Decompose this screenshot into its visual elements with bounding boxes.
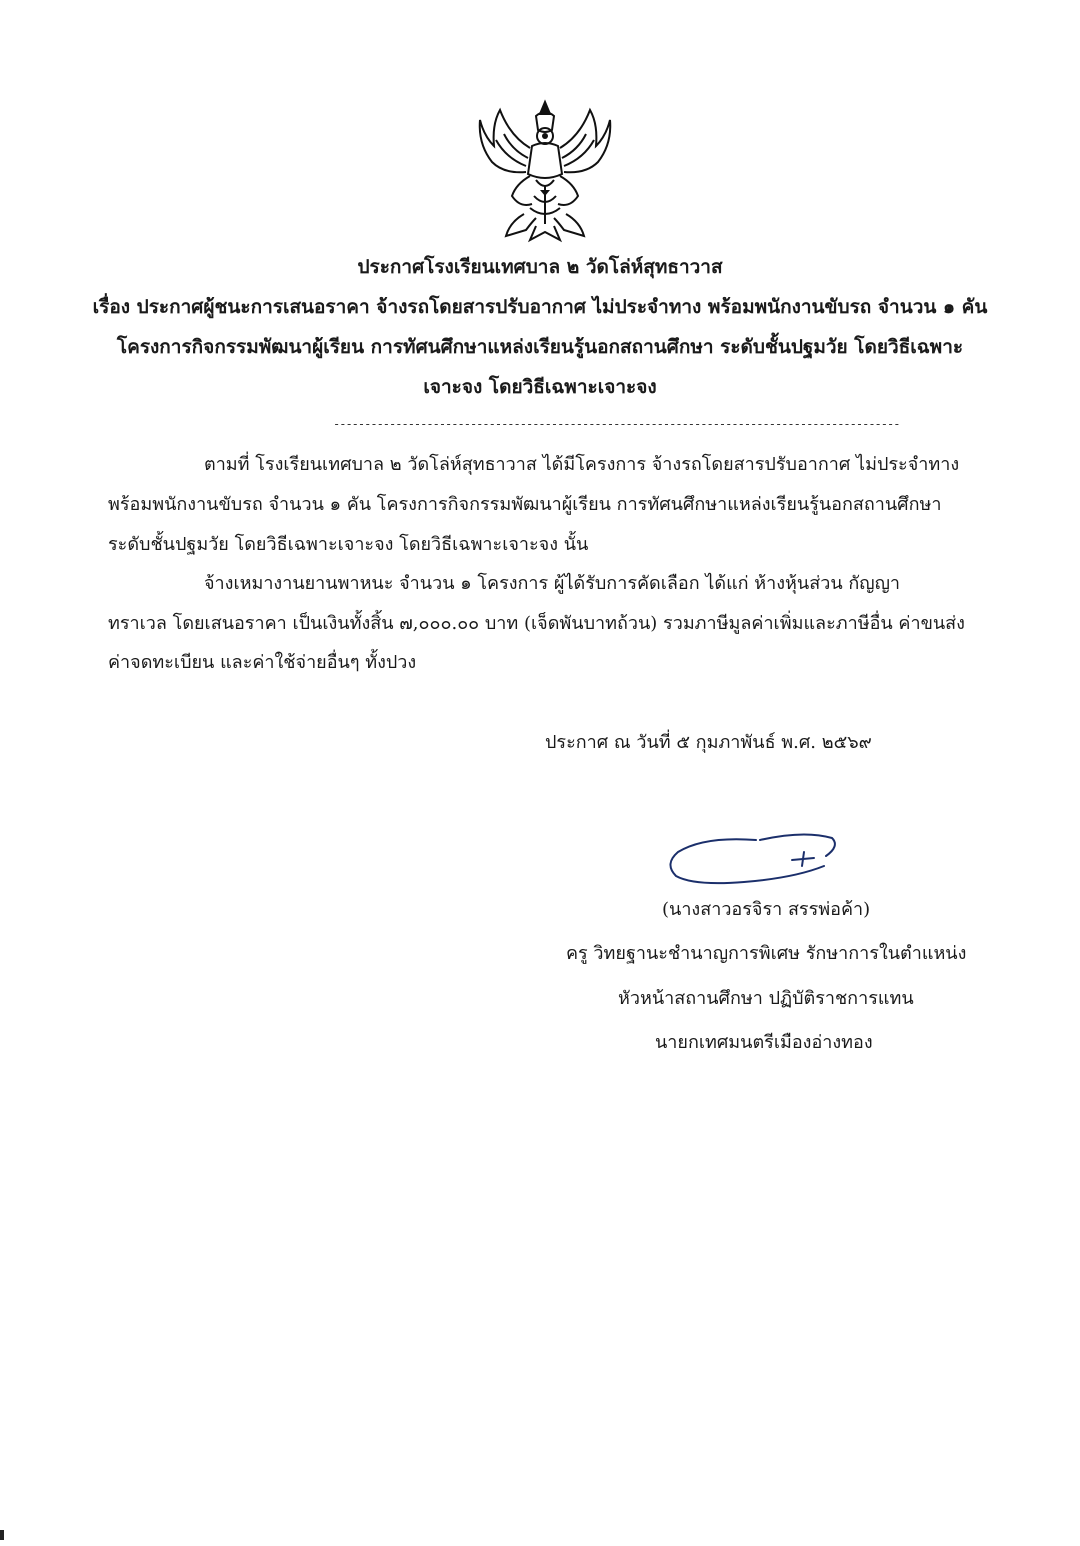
subject-line-3: เจาะจง โดยวิธีเฉพาะเจาะจง	[423, 376, 657, 398]
body-para1-line2: พร้อมพนักงานขับรถ จำนวน ๑ คัน โครงการกิจกรรมพัฒนาผู้เรียน การทัศนศึกษาแหล่งเรียนรู้นอกสถานศึกษา	[108, 494, 942, 515]
signatory-position-1: ครู วิทยฐานะชำนาญการพิเศษ รักษาการในตำแหน่ง	[566, 943, 967, 964]
signatory-position-2: หัวหน้าสถานศึกษา ปฏิบัติราชการแทน	[618, 988, 914, 1009]
body-para1-line1: ตามที่ โรงเรียนเทศบาล ๒ วัดโล่ห์สุทธาวาส ได้มีโครงการ จ้างรถโดยสารปรับอากาศ ไม่ประจำทาง	[204, 454, 960, 475]
divider: -------------------------------------------------------------------------------------------	[333, 417, 900, 431]
scan-edge-mark	[0, 1530, 4, 1540]
subject-line-1: เรื่อง ประกาศผู้ชนะการเสนอราคา จ้างรถโดยสารปรับอากาศ ไม่ประจำทาง พร้อมพนักงานขับรถ จำนวน ๑ คัน	[92, 296, 988, 318]
body-para2-line1: จ้างเหมางานยานพาหนะ จำนวน ๑ โครงการ ผู้ได้รับการคัดเลือก ได้แก่ ห้างหุ้นส่วน กัญญา	[204, 573, 901, 594]
signatory-position-3: นายกเทศมนตรีเมืองอ่างทอง	[655, 1032, 873, 1053]
subject-line-2: โครงการกิจกรรมพัฒนาผู้เรียน การทัศนศึกษาแหล่งเรียนรู้นอกสถานศึกษา ระดับชั้นปฐมวัย โดยวิธีเฉพาะ	[116, 336, 964, 358]
signatory-name: (นางสาวอรจิรา สรรพ่อค้า)	[662, 899, 871, 920]
announcement-date: ประกาศ ณ วันที่ ๕ กุมภาพันธ์ พ.ศ. ๒๕๖๙	[545, 732, 872, 753]
body-para2-line3: ค่าจดทะเบียน และค่าใช้จ่ายอื่นๆ ทั้งปวง	[108, 652, 417, 673]
body-para1-line3: ระดับชั้นปฐมวัย โดยวิธีเฉพาะเจาะจง โดยวิธีเฉพาะเจาะจง นั้น	[108, 534, 589, 555]
body-para2-line2: ทราเวล โดยเสนอราคา เป็นเงินทั้งสิ้น ๗,๐๐๐.๐๐ บาท (เจ็ดพันบาทถ้วน) รวมภาษีมูลค่าเพิ่มและภาษีอื่น ค่าขนส่ง	[108, 613, 965, 634]
garuda-emblem-icon	[470, 96, 620, 246]
handwritten-signature	[664, 826, 844, 890]
announcement-title: ประกาศโรงเรียนเทศบาล ๒ วัดโล่ห์สุทธาวาส	[357, 256, 723, 278]
